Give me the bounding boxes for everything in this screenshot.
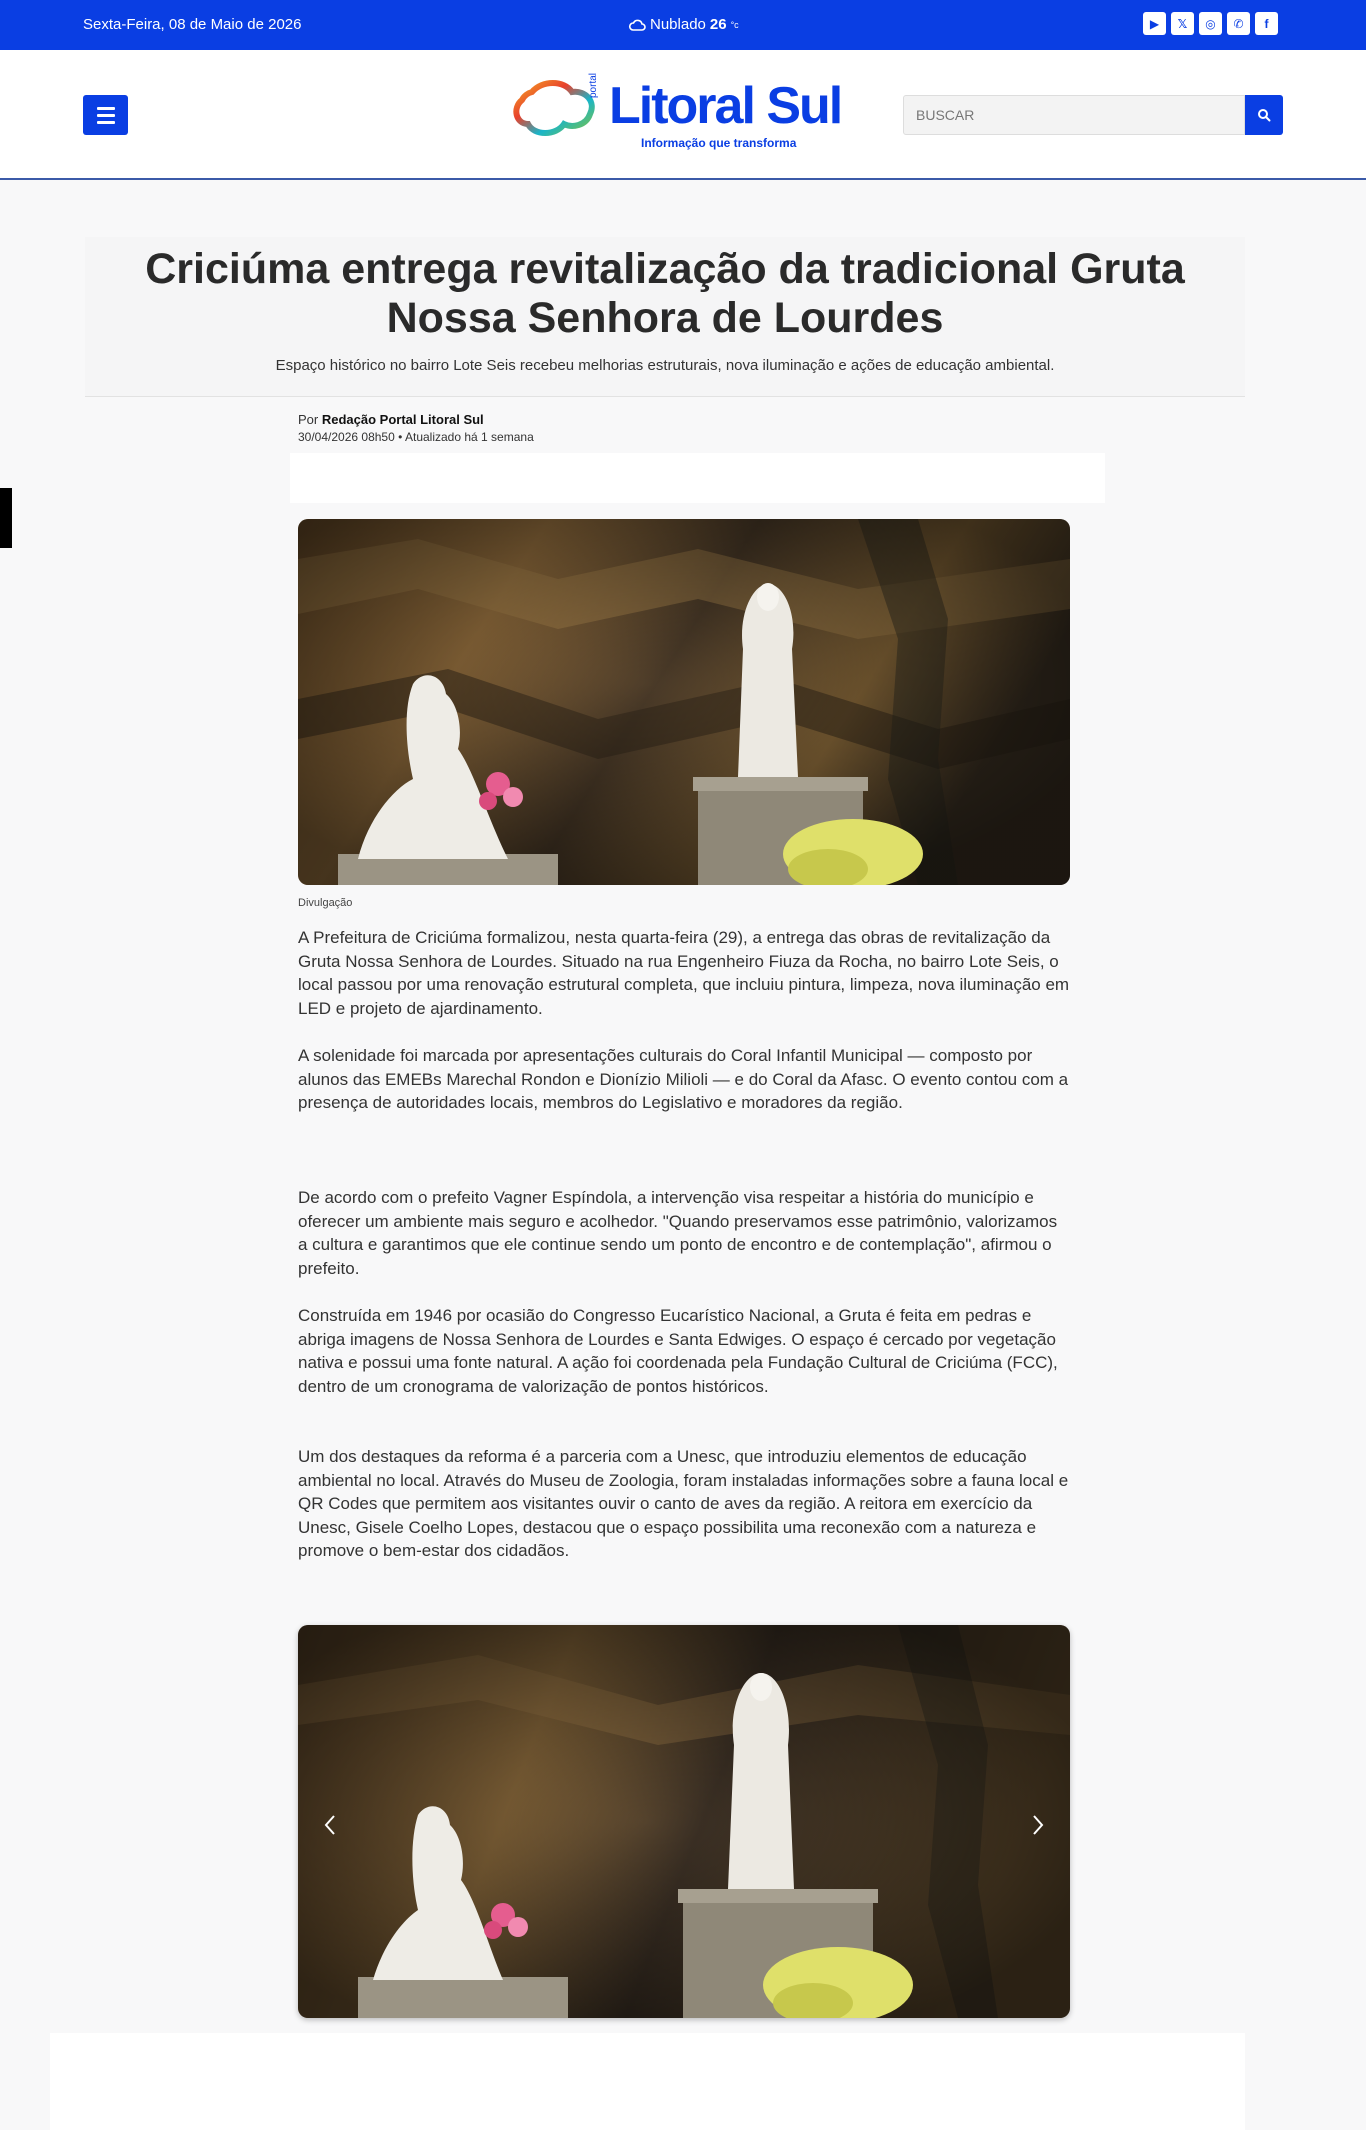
gallery-prev-button[interactable] bbox=[320, 1810, 340, 1840]
cloud-icon bbox=[628, 18, 646, 32]
site-logo[interactable] bbox=[512, 74, 857, 154]
updated-time: Atualizado há 1 semana bbox=[404, 430, 534, 444]
article-paragraph-5 bbox=[298, 1445, 1070, 1563]
author-prefix: Por bbox=[298, 412, 319, 427]
site-header bbox=[0, 50, 1366, 180]
paragraph-text: Construída em 1946 por ocasião do Congresso Eucarístico Nacional, a Gruta é feita em pedras e abriga imagens de Nossa Senhora de Lourdes e Santa Edwiges. O espaço é cercado por vegetação nativa e possui uma fonte natural. A ação foi coordenada pela Fundação Cultural de Criciúma (FCC), dentro de um cronograma de valorização de pontos históricos. bbox=[298, 1306, 1058, 1396]
article-subtitle: Espaço histórico no bairro Lote Seis recebeu melhorias estruturais, nova iluminação e ações de educação ambiental. bbox=[275, 357, 1055, 374]
youtube-icon[interactable]: ▶ bbox=[1143, 12, 1166, 35]
current-date: Sexta-Feira, 08 de Maio de 2026 bbox=[83, 16, 302, 33]
search-icon bbox=[1257, 108, 1271, 122]
x-icon[interactable]: 𝕏 bbox=[1171, 12, 1194, 35]
temperature: 26 bbox=[709, 16, 727, 33]
chevron-right-icon bbox=[1031, 1814, 1045, 1836]
top-bar bbox=[0, 0, 1366, 50]
menu-button[interactable] bbox=[83, 95, 128, 135]
temperature-unit: °c bbox=[730, 19, 739, 30]
article-paragraph-1 bbox=[298, 926, 1070, 1020]
logo-prefix: portal bbox=[588, 72, 599, 98]
article-paragraph-3 bbox=[298, 1186, 1070, 1280]
facebook-icon[interactable]: f bbox=[1255, 12, 1278, 35]
article-title: Criciúma entrega revitalização da tradicional Gruta Nossa Senhora de Lourdes bbox=[145, 245, 1185, 342]
paragraph-text: A Prefeitura de Criciúma formalizou, nesta quarta-feira (29), a entrega das obras de revitalização da Gruta Nossa Senhora de Lourdes. Situado na rua Engenheiro Fiuza da Rocha, no bairro Lote Seis, o local passou por uma renovação estrutural completa, que incluiu pintura, limpeza, nova iluminação em LED e projeto de ajardinamento. bbox=[298, 928, 1070, 1018]
chevron-left-icon bbox=[323, 1814, 337, 1836]
footer-ad-slot bbox=[50, 2033, 1245, 2130]
whatsapp-icon[interactable]: ✆ bbox=[1227, 12, 1250, 35]
logo-wordmark: Litoral Sul bbox=[609, 77, 842, 135]
ad-slot bbox=[290, 453, 1105, 503]
meta-separator: • bbox=[398, 430, 405, 444]
image-gallery[interactable] bbox=[298, 1625, 1070, 2018]
author-name[interactable]: Redação Portal Litoral Sul bbox=[321, 412, 484, 427]
gallery-next-button[interactable] bbox=[1028, 1810, 1048, 1840]
paragraph-text: De acordo com o prefeito Vagner Espíndola, a intervenção visa respeitar a história do município e oferecer um ambiente mais seguro e acolhedor. "Quando preservamos esse patrimônio, valorizamos a cultura e garantimos que ele continue sendo um ponto de encontro e de contemplação", afirmou o prefeito. bbox=[298, 1188, 1058, 1278]
weather-label: Nublado bbox=[650, 16, 706, 33]
paragraph-text: Um dos destaques da reforma é a parceria com a Unesc, que introduziu elementos de educação ambiental no local. Através do Museu de Zoologia, foram instaladas informações sobre a fauna local e QR Codes que permitem aos visitantes ouvir o canto de aves da região. A reitora em exercício da Unesc, Gisele Coelho Lopes, destacou que o espaço possibilita uma reconexão com a natureza e promove o bem-estar dos cidadãos. bbox=[298, 1447, 1069, 1560]
search-input[interactable] bbox=[903, 95, 1245, 135]
article-main-image[interactable] bbox=[298, 519, 1070, 885]
social-links bbox=[1143, 12, 1278, 35]
article-paragraph-4 bbox=[298, 1304, 1070, 1398]
image-caption: Divulgação bbox=[298, 897, 353, 909]
logo-swirl-icon bbox=[512, 78, 597, 142]
weather-widget bbox=[628, 16, 739, 33]
instagram-icon[interactable]: ◎ bbox=[1199, 12, 1222, 35]
published-date: 30/04/2026 08h50 bbox=[298, 430, 395, 444]
article-header bbox=[85, 237, 1245, 397]
article-byline bbox=[298, 412, 534, 444]
paragraph-text: A solenidade foi marcada por apresentações culturais do Coral Infantil Municipal — composto por alunos das EMEBs Marechal Rondon e Dionízio Milioli — e do Coral da Afasc. O evento contou com a presença de autoridades locais, membros do Legislativo e moradores da região. bbox=[298, 1046, 1069, 1112]
search-bar bbox=[903, 95, 1283, 135]
logo-tagline: Informação que transforma bbox=[641, 136, 797, 150]
hamburger-icon bbox=[97, 107, 115, 110]
side-banner-edge bbox=[0, 488, 12, 548]
article-paragraph-2 bbox=[298, 1044, 1070, 1115]
search-button[interactable] bbox=[1245, 95, 1283, 135]
